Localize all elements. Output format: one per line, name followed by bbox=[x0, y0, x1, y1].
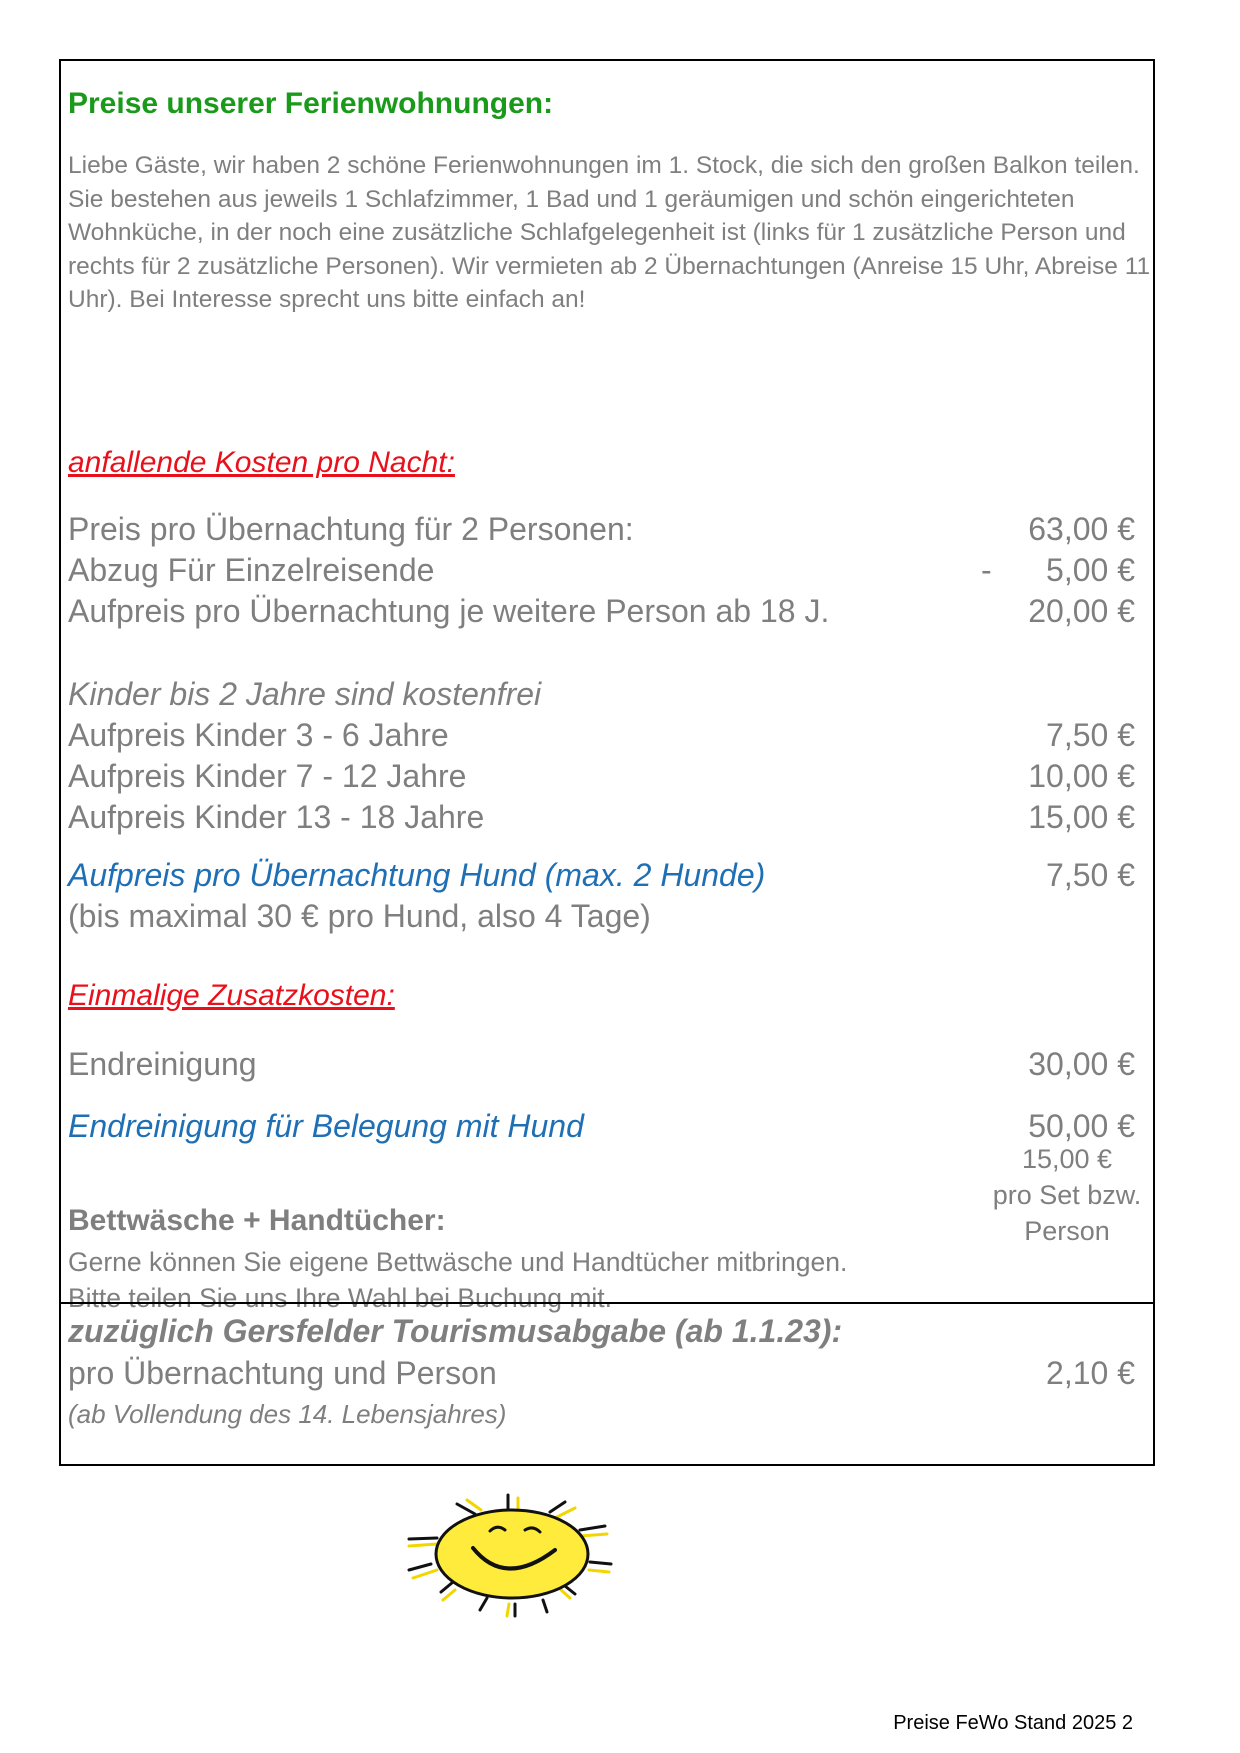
dog-price-note: (bis maximal 30 € pro Hund, also 4 Tage) bbox=[68, 898, 651, 934]
tax-price: 2,10 € bbox=[1046, 1355, 1135, 1391]
intro-paragraph: Liebe Gäste, wir haben 2 schöne Ferienwohnungen im 1. Stock, die sich den großen Balkon teilen. Sie bestehen aus jeweils 1 Schlafzimmer, 1 Bad und 1 geräumigen und schön eingerichteten Wohnküche, in der noch eine zusätzliche Schlafgelegenheit ist (links für 1 zusätzliche Person und rechts für 2 zusätzliche Personen). Wir vermieten ab 2 Übernachtungen (Anreise 15 Uhr, Abreise 11 Uhr). Bei Interesse sprecht uns bitte einfach an! bbox=[68, 152, 1151, 313]
linen-heading: Bettwäsche + Handtücher: bbox=[68, 1204, 446, 1237]
smiling-sun-icon bbox=[385, 1490, 655, 1650]
nightly-costs-heading: anfallende Kosten pro Nacht: bbox=[68, 446, 455, 479]
linen-price-amount: 15,00 € bbox=[1021, 1144, 1113, 1174]
tax-heading: zuzüglich Gersfelder Tourismusabgabe (ab 1.1.23): bbox=[68, 1313, 843, 1349]
linen-line: Gerne können Sie eigene Bettwäsche und Handtücher mitbringen. bbox=[68, 1247, 848, 1277]
cleaning-dog-label: Endreinigung für Belegung mit Hund bbox=[68, 1108, 584, 1144]
cleaning-dog-price: 50,00 € bbox=[1028, 1108, 1135, 1144]
section-divider bbox=[61, 1302, 1153, 1304]
price-row-value: 20,00 € bbox=[1028, 593, 1135, 629]
price-row-value: 63,00 € bbox=[1028, 511, 1135, 547]
footer-note: Preise FeWo Stand 2025 2 bbox=[893, 1712, 1133, 1734]
cleaning-price: 30,00 € bbox=[1028, 1046, 1135, 1082]
linen-line: Bitte teilen Sie uns Ihre Wahl bei Buchung mit. bbox=[68, 1283, 613, 1313]
child-price-label: Aufpreis Kinder 13 - 18 Jahre bbox=[68, 799, 485, 835]
cleaning-label: Endreinigung bbox=[68, 1046, 257, 1082]
child-price-label: Aufpreis Kinder 3 - 6 Jahre bbox=[68, 717, 449, 753]
price-row-minus: - bbox=[981, 552, 992, 588]
price-row-label: Aufpreis pro Übernachtung je weitere Person ab 18 J. bbox=[68, 593, 830, 629]
price-row-label: Abzug Für Einzelreisende bbox=[68, 552, 435, 588]
children-free-note: Kinder bis 2 Jahre sind kostenfrei bbox=[68, 676, 542, 712]
price-row-label: Preis pro Übernachtung für 2 Personen: bbox=[68, 511, 634, 547]
linen-price bbox=[981, 1141, 1153, 1249]
linen-price-unit: pro Set bzw. bbox=[992, 1180, 1142, 1210]
dog-price-label: Aufpreis pro Übernachtung Hund (max. 2 Hunde) bbox=[68, 857, 766, 893]
child-price-label: Aufpreis Kinder 7 - 12 Jahre bbox=[68, 758, 467, 794]
child-price-value: 7,50 € bbox=[1046, 717, 1135, 753]
child-price-value: 15,00 € bbox=[1028, 799, 1135, 835]
child-price-value: 10,00 € bbox=[1028, 758, 1135, 794]
onetime-costs-heading: Einmalige Zusatzkosten: bbox=[68, 979, 395, 1012]
price-row-value: 5,00 € bbox=[1046, 552, 1135, 588]
tax-note: (ab Vollendung des 14. Lebensjahres) bbox=[68, 1399, 507, 1429]
tax-label: pro Übernachtung und Person bbox=[68, 1355, 497, 1391]
dog-price-value: 7,50 € bbox=[1046, 857, 1135, 893]
page-title: Preise unserer Ferienwohnungen: bbox=[68, 87, 554, 120]
linen-price-unit: Person bbox=[1024, 1216, 1110, 1246]
price-list-frame bbox=[59, 59, 1155, 1466]
